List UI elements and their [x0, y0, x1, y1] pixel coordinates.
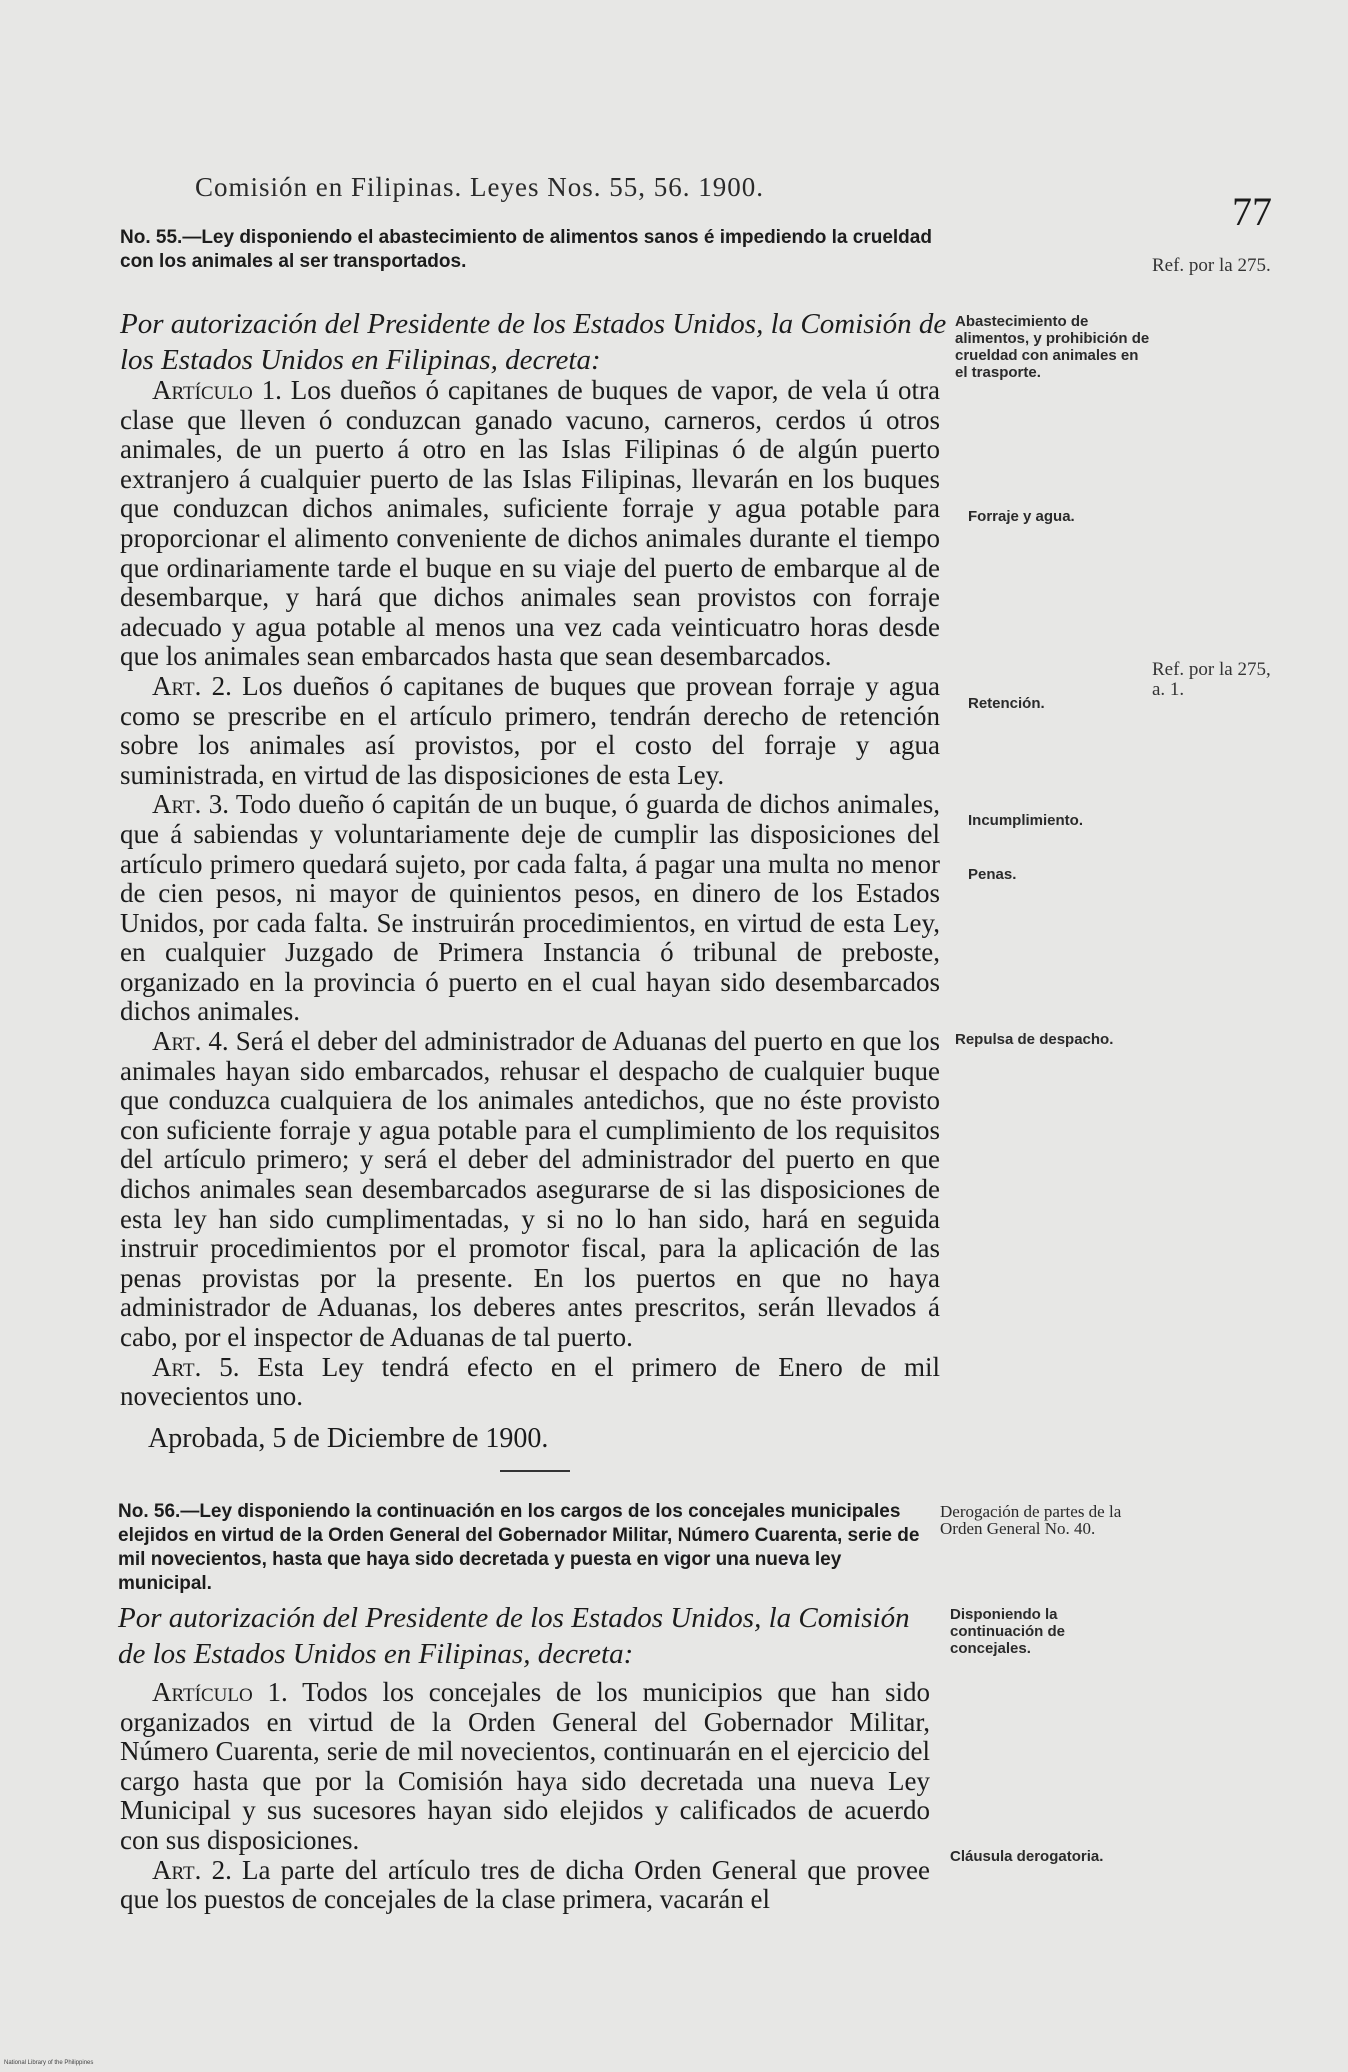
law-56-art-1: Artículo 1. Todos los concejales de los municipios que han sido organizados en virtud de la Orden General del Gobernador Militar, Número Cuarenta, serie de mil novecientos, continuarán en el ejercicio del cargo hasta que por la Comisión haya sido decretada una nueva Ley Municipal y sus sucesores hayan sido elejidos y calificados de acuerdo con sus disposiciones.	[120, 1677, 931, 1855]
law-55-art-4: Art. 4. Será el deber del administrador de Aduanas del puerto en que los animales hayan sido embarcados, rehusar el despacho de cualquier buque que conduzca cualquiera de los animales antedichos, que no éste provisto con suficiente forraje y agua potable para el cumplimiento de los requisitos del artículo primero; y será el deber del administrador del puerto en que dichos animales sean desembarcados asegurarse de si las disposiciones de esta ley han sido cumplimentadas, y si no lo han sido, hará en seguida instruir procedimientos por el promotor fiscal, para la aplicación de las penas provistas por la presente. En los puertos en que no haya administrador de Aduanas, los deberes antes prescritos, serán llevados á cabo, por el inspector de Aduanas de tal puerto.	[120, 1026, 940, 1352]
law-55-title: —Ley disponiendo el abastecimiento de alimentos sanos é impediendo la crueldad con los animales al ser transportados.	[120, 227, 932, 272]
sidenote-derogacion: Derogación de partes de la Orden General No. 40.	[940, 1502, 1122, 1538]
law-56-body	[120, 1678, 930, 1915]
law-55-art-1: Artículo 1. Los dueños ó capitanes de buques de vapor, de vela ú otra clase que lleven ó conduzcan ganado vacuno, carneros, cerdos ú otros animales, de un puerto á otro en las Islas Filipinas ó de algún puerto extranjero á cualquier puerto de las Islas Filipinas, llevarán en los buques que conduzcan dichos animales, suficiente forraje y agua potable para proporcionar el alimento conveniente de dichos animales durante el tiempo que ordinariamente tarde el buque en su viaje del puerto de embarque al de desembarque, y hará que dichos animales sean provistos con forraje adecuado y agua potable al menos una vez cada veinticuatro horas desde que los animales sean embarcados hasta que sean desembarcados.	[120, 375, 940, 672]
ref-note-1: Ref. por la 275.	[1152, 255, 1271, 276]
running-header: Comisión en Filipinas. Leyes Nos. 55, 56. 1900.	[195, 172, 764, 202]
law-56-title: —Ley disponiendo la continuación en los cargos de los concejales municipales elejidos en virtud de la Orden General del Gobernador Militar, Número Cuarenta, serie de mil novecientos, hasta que haya sido decretada y puesta en vigor una nueva ley municipal.	[118, 1501, 920, 1594]
sidenote-penas: Penas.	[968, 866, 1017, 883]
sidenote-incumplimiento: Incumplimiento.	[968, 812, 1084, 829]
sidenote-disponiendo: Disponiendo la continuación de concejales.	[950, 1606, 1066, 1657]
sidenote-retencion: Retención.	[968, 695, 1045, 712]
law-55-heading	[120, 226, 960, 274]
law-55-art-3: Art. 3. Todo dueño ó capitán de un buque, ó guarda de dichos animales, que á sabiendas y voluntariamente deje de cumplir las disposiciones del artículo primero quedará sujeto, por cada falta, á pagar una multa no menor de cien pesos, ni mayor de quinientos pesos, en dinero de los Estados Unidos, por cada falta. Se instruirán procedimientos, en virtud de esta Ley, en cualquier Juzgado de Primera Instancia ó tribunal de preboste, organizado en la provincia ó puerto en el cual hayan sido desembarcados dichos animales.	[120, 789, 940, 1027]
sidenote-clausula: Cláusula derogatoria.	[950, 1848, 1104, 1865]
scan-footer: National Library of the Philippines	[4, 2060, 94, 2066]
law-56-number: No. 56.	[118, 1501, 181, 1522]
law-55-art-2: Art. 2. Los dueños ó capitanes de buques que provean forraje y agua como se prescribe en el artículo primero, tendrán derecho de retención sobre los animales así provistos, por el costo del forraje y agua suministrada, en virtud de las disposiciones de esta Ley.	[120, 670, 941, 790]
law-56-heading	[118, 1500, 930, 1596]
page-number: 77	[1232, 189, 1272, 234]
ref-note-2: Ref. por la 275, a. 1.	[1152, 659, 1271, 700]
section-divider	[500, 1470, 570, 1472]
sidenote-abastecimiento: Abastecimiento de alimentos, y prohibición de crueldad con animales en el trasporte.	[955, 313, 1150, 381]
law-55-art-5: Art. 5. Esta Ley tendrá efecto en el primero de Enero de mil novecientos uno.	[120, 1351, 941, 1412]
law-55-preamble: Por autorización del Presidente de los Estados Unidos, la Comisión de los Estados Unidos en Filipinas, decreta:	[120, 308, 947, 376]
sidenote-forraje: Forraje y agua.	[968, 508, 1075, 525]
law-55-number: No. 55.	[120, 227, 183, 248]
law-56-preamble: Por autorización del Presidente de los Estados Unidos, la Comisión de los Estados Unidos en Filipinas, decreta:	[118, 1602, 910, 1670]
law-55-approved: Aprobada, 5 de Diciembre de 1900.	[148, 1423, 549, 1454]
law-55-body	[120, 376, 940, 1412]
law-56-art-2: Art. 2. La parte del artículo tres de dicha Orden General que provee que los puestos de concejales de la clase primera, vacarán el	[120, 1854, 931, 1915]
sidenote-repulsa: Repulsa de despacho.	[955, 1031, 1114, 1048]
